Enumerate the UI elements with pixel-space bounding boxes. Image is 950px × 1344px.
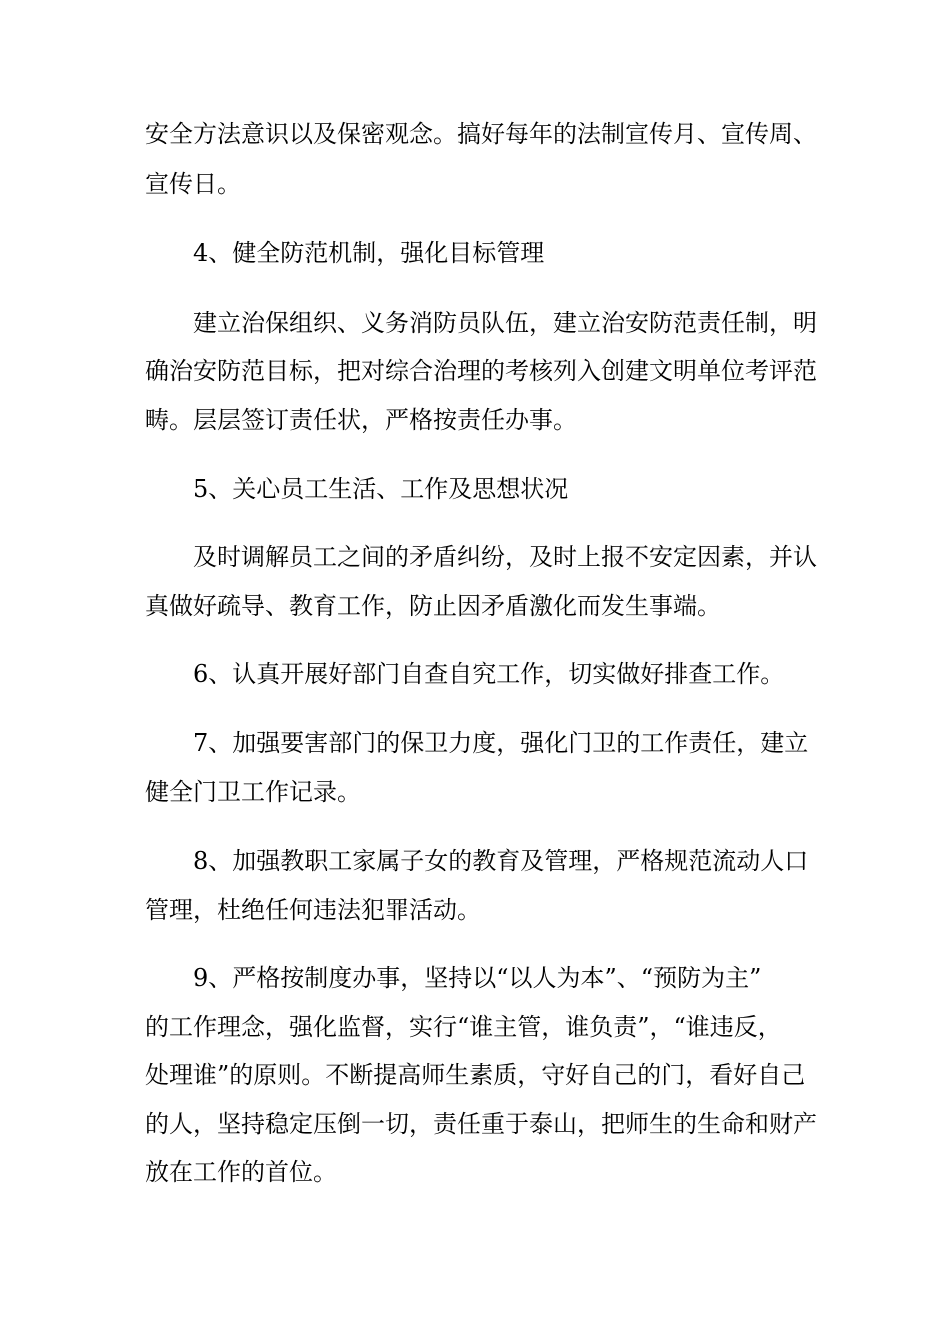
section-heading: 5、关心员工生活、工作及思想状况: [193, 475, 569, 503]
text-line: 建立治保组织、义务消防员队伍，建立治安防范责任制，明: [193, 309, 817, 337]
text-line: 确治安防范目标，把对综合治理的考核列入创建文明单位考评范: [145, 357, 817, 385]
text-line: 管理，杜绝任何违法犯罪活动。: [145, 896, 481, 924]
text-line: 安全方法意识以及保密观念。搞好每年的法制宣传月、宣传周、: [145, 120, 817, 148]
list-item: 8、加强教职工家属子女的教育及管理，严格规范流动人口: [193, 847, 809, 875]
text-line: 宣传日。: [145, 170, 241, 198]
text-line: 真做好疏导、教育工作，防止因矛盾激化而发生事端。: [145, 592, 721, 620]
text-line: 健全门卫工作记录。: [145, 778, 361, 806]
text-line: 放在工作的首位。: [145, 1158, 337, 1186]
list-item: 9、严格按制度办事，坚持以“以人为本”、“预防为主”: [193, 964, 762, 992]
text-line: 及时调解员工之间的矛盾纠纷，及时上报不安定因素，并认: [193, 543, 817, 571]
section-heading: 4、健全防范机制，强化目标管理: [193, 239, 545, 267]
list-item: 7、加强要害部门的保卫力度，强化门卫的工作责任，建立: [193, 729, 809, 757]
list-item: 6、认真开展好部门自查自究工作，切实做好排查工作。: [193, 660, 785, 688]
text-line: 的工作理念，强化监督，实行“谁主管，谁负责”，“谁违反，: [145, 1013, 782, 1041]
text-line: 畴。层层签订责任状，严格按责任办事。: [145, 406, 577, 434]
text-line: 的人，坚持稳定压倒一切，责任重于泰山，把师生的生命和财产: [145, 1110, 817, 1138]
text-line: 处理谁”的原则。不断提高师生素质，守好自己的门，看好自己: [145, 1061, 806, 1089]
